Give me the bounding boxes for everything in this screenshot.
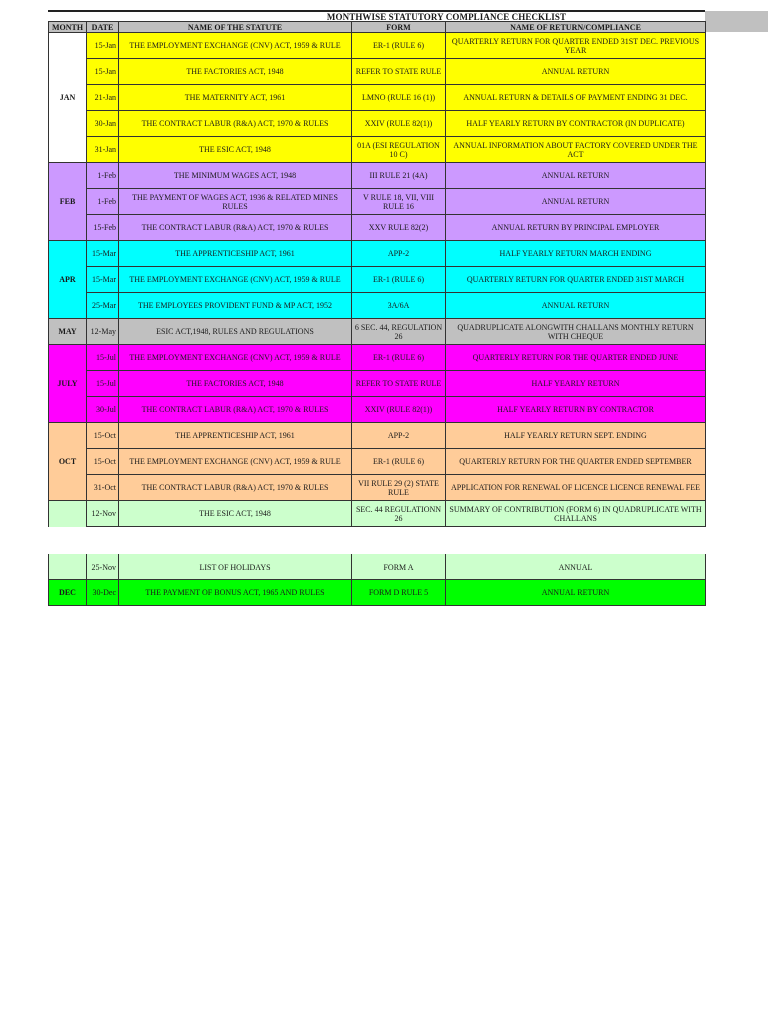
table-row	[49, 293, 706, 319]
table-row	[49, 59, 706, 85]
form-cell: 6 SEC. 44, REGULATION 26	[352, 319, 446, 345]
statute-cell: THE CONTRACT LABUR (R&A) ACT, 1970 & RULES	[119, 475, 352, 501]
statute-cell: THE APPRENTICESHIP ACT, 1961	[119, 241, 352, 267]
date-cell: 21-Jan	[87, 85, 119, 111]
table-row	[49, 189, 706, 215]
table-row	[49, 111, 706, 137]
compliance-cell: QUARTERLY RETURN FOR THE QUARTER ENDED JUNE	[446, 345, 706, 371]
compliance-cell: ANNUAL RETURN	[446, 189, 706, 215]
statute-cell: LIST OF HOLIDAYS	[119, 527, 352, 580]
table-row	[49, 85, 706, 111]
table-row	[49, 241, 706, 267]
form-cell: FORM A	[352, 527, 446, 580]
statute-cell: THE ESIC ACT, 1948	[119, 501, 352, 527]
form-cell: ER-1 (RULE 6)	[352, 449, 446, 475]
statute-cell: THE EMPLOYMENT EXCHANGE (CNV) ACT, 1959 & RULE	[119, 33, 352, 59]
compliance-cell: HALF YEARLY RETURN	[446, 371, 706, 397]
date-cell: 31-Oct	[87, 475, 119, 501]
form-cell: REFER TO STATE RULE	[352, 371, 446, 397]
compliance-cell: HALF YEARLY RETURN BY CONTRACTOR (IN DUPLICATE)	[446, 111, 706, 137]
date-cell: 15-Jul	[87, 371, 119, 397]
date-cell: 15-Feb	[87, 215, 119, 241]
statute-cell: ESIC ACT,1948, RULES AND REGULATIONS	[119, 319, 352, 345]
date-cell: 15-Jan	[87, 33, 119, 59]
compliance-cell: ANNUAL RETURN	[446, 59, 706, 85]
form-cell: FORM D RULE 5	[352, 580, 446, 606]
date-cell: 25-Nov	[87, 527, 119, 580]
form-cell: REFER TO STATE RULE	[352, 59, 446, 85]
statute-cell: THE EMPLOYMENT EXCHANGE (CNV) ACT, 1959 & RULE	[119, 345, 352, 371]
form-cell: ER-1 (RULE 6)	[352, 345, 446, 371]
date-cell: 15-Oct	[87, 449, 119, 475]
date-cell: 12-Nov	[87, 501, 119, 527]
date-cell: 31-Jan	[87, 137, 119, 163]
table-row	[49, 33, 706, 59]
month-may: MAY	[49, 319, 87, 345]
month-july: JULY	[49, 345, 87, 423]
statute-cell: THE FACTORIES ACT, 1948	[119, 59, 352, 85]
header-date: DATE	[87, 22, 119, 33]
form-cell: APP-2	[352, 423, 446, 449]
table-row	[49, 423, 706, 449]
compliance-cell: HALF YEARLY RETURN MARCH ENDING	[446, 241, 706, 267]
statute-cell: THE EMPLOYMENT EXCHANGE (CNV) ACT, 1959 & RULE	[119, 449, 352, 475]
compliance-cell: QUADRUPLICATE ALONGWITH CHALLANS MONTHLY RETURN WITH CHEQUE	[446, 319, 706, 345]
statute-cell: THE EMPLOYEES PROVIDENT FUND & MP ACT, 1952	[119, 293, 352, 319]
statute-cell: THE MINIMUM WAGES ACT, 1948	[119, 163, 352, 189]
compliance-cell: HALF YEARLY RETURN SEPT. ENDING	[446, 423, 706, 449]
table-row	[49, 319, 706, 345]
compliance-cell: ANNUAL RETURN	[446, 163, 706, 189]
table-row	[49, 215, 706, 241]
compliance-table	[48, 21, 706, 606]
date-cell: 30-Jul	[87, 397, 119, 423]
date-cell: 15-Jan	[87, 59, 119, 85]
header-statute: NAME OF THE STATUTE	[119, 22, 352, 33]
form-cell: APP-2	[352, 241, 446, 267]
compliance-cell: ANNUAL	[446, 527, 706, 580]
date-cell: 1-Feb	[87, 189, 119, 215]
compliance-cell: SUMMARY OF CONTRIBUTION (FORM 6) IN QUADRUPLICATE WITH CHALLANS	[446, 501, 706, 527]
statute-cell: THE PAYMENT OF WAGES ACT, 1936 & RELATED MINES RULES	[119, 189, 352, 215]
month-feb: FEB	[49, 163, 87, 241]
table-row	[49, 137, 706, 163]
statute-cell: THE CONTRACT LABUR (R&A) ACT, 1970 & RULES	[119, 111, 352, 137]
header-form: FORM	[352, 22, 446, 33]
statute-cell: THE CONTRACT LABUR (R&A) ACT, 1970 & RULES	[119, 215, 352, 241]
table-row	[49, 475, 706, 501]
header-row	[49, 22, 706, 33]
table-row	[49, 449, 706, 475]
form-cell: ER-1 (RULE 6)	[352, 267, 446, 293]
month-dec: DEC	[49, 580, 87, 606]
form-cell: XXIV (RULE 82(1))	[352, 111, 446, 137]
date-cell: 15-Oct	[87, 423, 119, 449]
table-row	[49, 501, 706, 527]
page-break-gap	[0, 527, 768, 554]
form-cell: XXV RULE 82(2)	[352, 215, 446, 241]
date-cell: 15-Jul	[87, 345, 119, 371]
form-cell: 01A (ESI REGULATION 10 C)	[352, 137, 446, 163]
compliance-cell: APPLICATION FOR RENEWAL OF LICENCE LICENCE RENEWAL FEE	[446, 475, 706, 501]
compliance-cell: QUARTERLY RETURN FOR THE QUARTER ENDED SEPTEMBER	[446, 449, 706, 475]
form-cell: SEC. 44 REGULATIONN 26	[352, 501, 446, 527]
date-cell: 12-May	[87, 319, 119, 345]
header-month: MONTH	[49, 22, 87, 33]
date-cell: 30-Dec	[87, 580, 119, 606]
table-row	[49, 580, 706, 606]
table-row	[49, 345, 706, 371]
form-cell: III RULE 21 (4A)	[352, 163, 446, 189]
form-cell: LMNO (RULE 16 (1))	[352, 85, 446, 111]
form-cell: XXIV (RULE 82(1))	[352, 397, 446, 423]
statute-cell: THE ESIC ACT, 1948	[119, 137, 352, 163]
statute-cell: THE EMPLOYMENT EXCHANGE (CNV) ACT, 1959 & RULE	[119, 267, 352, 293]
date-cell: 30-Jan	[87, 111, 119, 137]
statute-cell: THE PAYMENT OF BONUS ACT, 1965 AND RULES	[119, 580, 352, 606]
statute-cell: THE APPRENTICESHIP ACT, 1961	[119, 423, 352, 449]
statute-cell: THE MATERNITY ACT, 1961	[119, 85, 352, 111]
table-row	[49, 267, 706, 293]
month-jan: JAN	[49, 33, 87, 163]
compliance-cell: HALF YEARLY RETURN BY CONTRACTOR	[446, 397, 706, 423]
month-oct: OCT	[49, 423, 87, 501]
form-cell: V RULE 18, VII, VIII RULE 16	[352, 189, 446, 215]
date-cell: 15-Mar	[87, 267, 119, 293]
table-row	[49, 163, 706, 189]
sheet-title-text: MONTHWISE STATUTORY COMPLIANCE CHECKLIST	[326, 12, 567, 22]
compliance-cell: ANNUAL INFORMATION ABOUT FACTORY COVERED UNDER THE ACT	[446, 137, 706, 163]
form-cell: VII RULE 29 (2) STATE RULE	[352, 475, 446, 501]
statute-cell: THE CONTRACT LABUR (R&A) ACT, 1970 & RULES	[119, 397, 352, 423]
compliance-cell: ANNUAL RETURN & DETAILS OF PAYMENT ENDING 31 DEC.	[446, 85, 706, 111]
compliance-cell: ANNUAL RETURN	[446, 580, 706, 606]
form-cell: 3A/6A	[352, 293, 446, 319]
compliance-cell: ANNUAL RETURN	[446, 293, 706, 319]
header-compliance: NAME OF RETURN/COMPLIANCE	[446, 22, 706, 33]
statute-cell: THE FACTORIES ACT, 1948	[119, 371, 352, 397]
compliance-cell: ANNUAL RETURN BY PRINCIPAL EMPLOYER	[446, 215, 706, 241]
date-cell: 15-Mar	[87, 241, 119, 267]
date-cell: 25-Mar	[87, 293, 119, 319]
compliance-cell: QUARTERLY RETURN FOR QUARTER ENDED 31ST DEC. PREVIOUS YEAR	[446, 33, 706, 59]
month-apr: APR	[49, 241, 87, 319]
header-gray-strip	[705, 11, 768, 32]
table-row	[49, 371, 706, 397]
table-row	[49, 397, 706, 423]
date-cell: 1-Feb	[87, 163, 119, 189]
compliance-cell: QUARTERLY RETURN FOR QUARTER ENDED 31ST MARCH	[446, 267, 706, 293]
form-cell: ER-1 (RULE 6)	[352, 33, 446, 59]
